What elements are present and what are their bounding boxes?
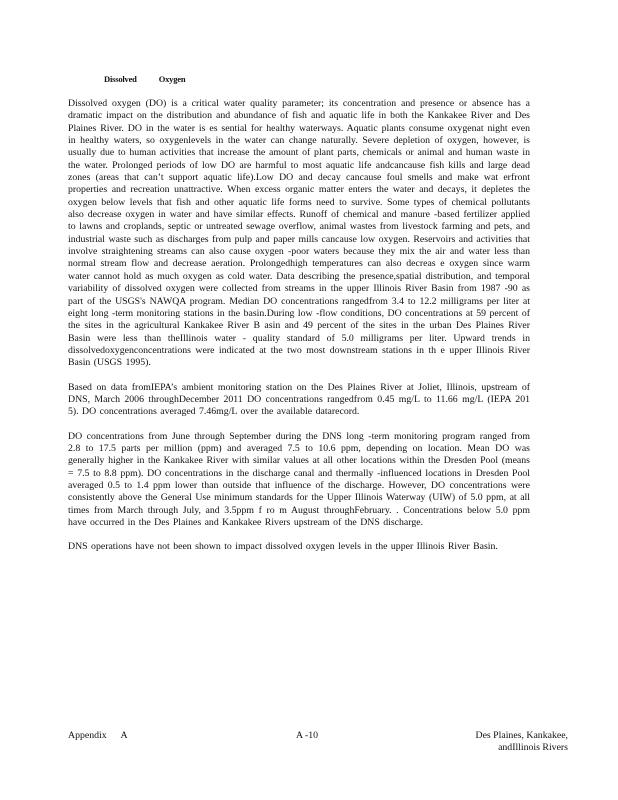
paragraph-3: DO concentrations from June through September during the DNS long -term monitoring program ranged from 2.8 to 17.5 parts per million (ppm) and averaged 7.5 to 10.6 ppm, depending on location. Mean DO was generally higher in the Kankakee River with similar values at all other locations within the Dresden Pool (means = 7.5 to 8.8 ppm). DO concentrations in the discharge canal and thermally -influenced locations in Dresden Pool averaged 0.5 to 1.4 ppm lower than outside that influence of the discharge. However, DO concentrations were consistently above the General Use minimum standards for the Upper Illinois Waterway (UIW) of 5.0 ppm, at all times from March through July, and 3.5ppm f ro m August throughFebruary. . Concentrations below 5.0 ppm have occurred in the Des Plaines and Kankakee Rivers upstream of the DNS discharge. bbox=[68, 430, 530, 528]
footer-page-number: A -10 bbox=[296, 730, 319, 741]
heading-word-2: Oxygen bbox=[158, 74, 186, 84]
footer-title-line-2: andIllinois Rivers bbox=[498, 742, 568, 753]
paragraph-1: Dissolved oxygen (DO) is a critical water quality parameter; its concentration and presence or absence has a dramatic impact on the distribution and abundance of fish and aquatic life in both the Kankakee River and Des Plaines River. DO in the water is es sential for healthy waterways. Aquatic plants consume oxygenat night even in healthy waters, so oxygenlevels in the water can change naturally. Severe depletion of oxygen, however, is usually due to human activities that increase the amount of plant parts, chemicals or animal and human waste in the water. Prolonged periods of low DO are harmful to most aquatic life andcancause fish kills and large dead zones (areas that can’t support aquatic life).Low DO and decay cancause foul smells and make wat erfront properties and recreation unattractive. When excess organic matter enters the water and decays, it depletes the oxygen below levels that fish and other aquatic life forms need to survive. Some types of chemical pollutants also decrease oxygen in water and have similar effects. Runoff of chemical and manure -based fertilizer applied to lawns and croplands, septic or untreated sewage overflow, animal wastes from livestock farming and pets, and industrial waste such as discharges from pulp and paper mills cancause low oxygen. Reservoirs and activities that involve straightening streams can also cause oxygen -poor waters because they mix the air and water less than normal stream flow and decrease aeration. Prolongedhigh temperatures can also decreas e oxygen since warm water cannot hold as much oxygen as cold water. Data describing the presence,spatial distribution, and temporal variability of dissolved oxygen were collected from streams in the upper Illinois River Basin from 1987 -90 as part of the USGS's NAWQA program. Median DO concentrations rangedfrom 3.4 to 12.2 milligrams per liter at eight long -term monitoring stations in the basin.During low -flow conditions, DO concentrations at 59 percent of the sites in the agricultural Kankakee River B asin and 49 percent of the sites in the urban Des Plaines River Basin were less than theIllinois water - quality standard of 5.0 milligrams per liter. Upward trends in dissolvedoxygenconcentrations were indicated at the two most downstream stations in th e upper Illinois River Basin (USGS 1995). bbox=[68, 98, 530, 369]
body-text bbox=[68, 98, 530, 566]
paragraph-2: Based on data fromIEPA’s ambient monitoring station on the Des Plaines River at Joliet, Illinois, upstream of DNS, March 2006 throughDecember 2011 DO concentrations rangedfrom 0.45 mg/L to 11.66 mg/L (IEPA 201 5). DO concentrations averaged 7.46mg/L over the available datarecord. bbox=[68, 381, 530, 418]
footer-appendix-label: Appendix A bbox=[68, 730, 128, 741]
footer-title-line-1: Des Plaines, Kankakee, bbox=[475, 730, 568, 741]
paragraph-4: DNS operations have not been shown to impact dissolved oxygen levels in the upper Illinois River Basin. bbox=[68, 541, 498, 553]
heading-word-1: Dissolved bbox=[104, 74, 137, 84]
footer-section-title bbox=[428, 730, 568, 754]
section-heading bbox=[104, 74, 185, 84]
